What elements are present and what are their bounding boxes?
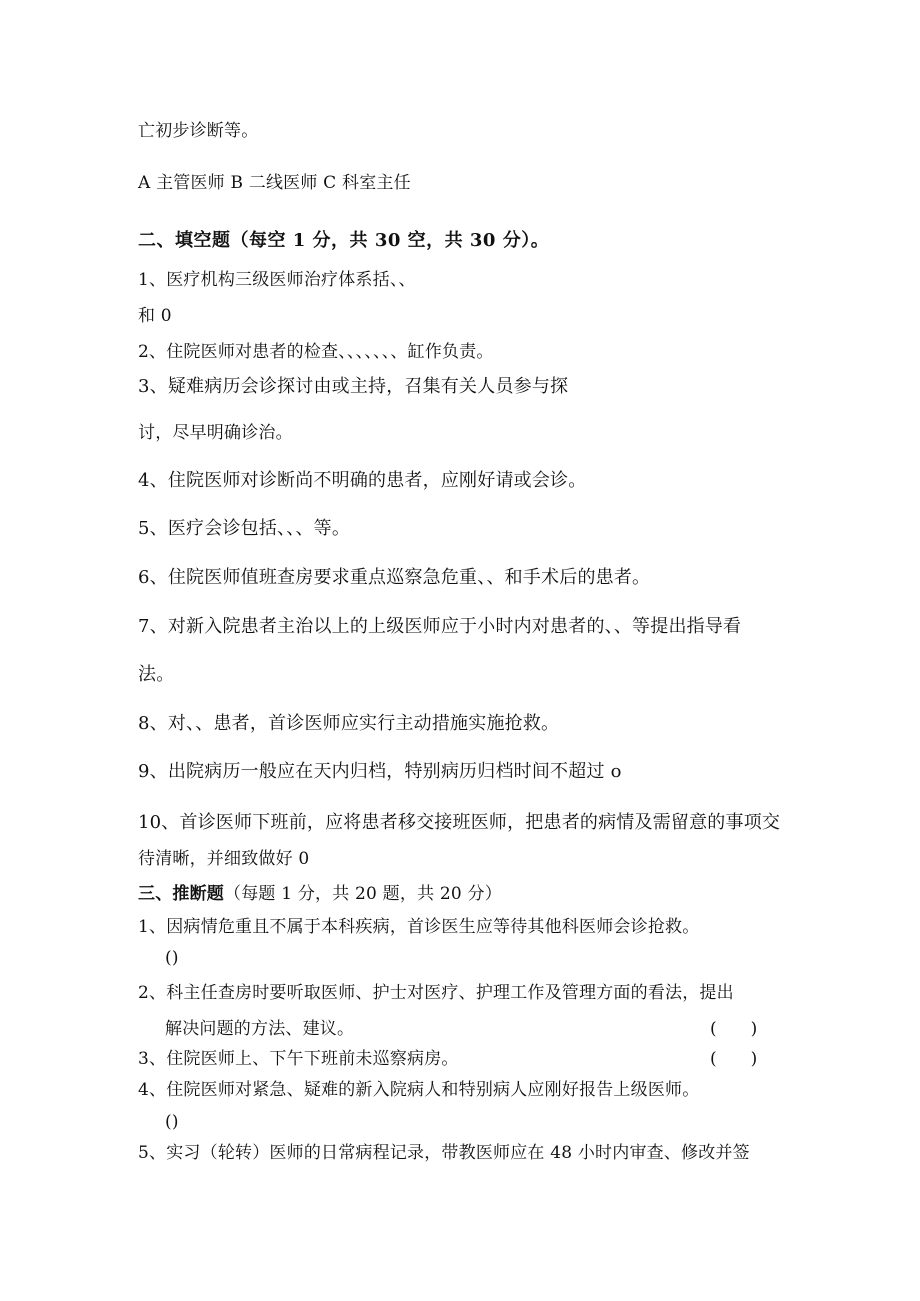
- question-7-line-2: 法。: [138, 664, 175, 685]
- judgment-2-answer-parens: ( ): [710, 1019, 758, 1039]
- text-line: 亡初步诊断等。: [138, 121, 259, 141]
- question-10-line-1: 10、首诊医师下班前，应将患者移交接班医师，把患者的病情及需留意的事项交: [138, 812, 781, 833]
- question-8: 8、对、、患者，首诊医师应实行主动措施实施抢救。: [138, 713, 560, 734]
- section-heading-judgment-note: （每题 1 分，共 20 题，共 20 分）: [224, 884, 502, 904]
- section-heading-fill-in: 二、填空题（每空 1 分，共 30 空，共 30 分）。: [138, 230, 550, 251]
- judgment-2-line-1: 2、科主任查房时要听取医师、护士对医疗、护理工作及管理方面的看法，提出: [138, 983, 734, 1003]
- section-heading-judgment: [138, 883, 502, 905]
- question-4: 4、住院医师对诊断尚不明确的患者，应刚好请或会诊。: [138, 470, 587, 491]
- question-6: 6、住院医师值班查房要求重点巡察急危重、、和手术后的患者。: [138, 567, 651, 588]
- question-10-line-2: 待清晰，并细致做好 0: [138, 849, 310, 869]
- judgment-3-answer-parens: ( ): [710, 1049, 758, 1069]
- judgment-5-line-1: 5、实习（轮转）医师的日常病程记录，带教医师应在 48 小时内审查、修改并签: [138, 1143, 750, 1163]
- question-7-line-1: 7、对新入院患者主治以上的上级医师应于小时内对患者的、、等提出指导看: [138, 616, 742, 637]
- question-9: 9、出院病历一般应在天内归档，特别病历归档时间不超过 o: [138, 761, 622, 782]
- question-3-line-2: 讨，尽早明确诊治。: [138, 423, 293, 443]
- judgment-4-answer-parens: (): [165, 1112, 179, 1132]
- judgment-1-line-1: 1、因病情危重且不属于本科疾病，首诊医生应等待其他科医师会诊抢救。: [138, 917, 700, 937]
- question-5: 5、医疗会诊包括、、、等。: [138, 518, 351, 539]
- judgment-1-answer-parens: (): [165, 948, 179, 968]
- judgment-2-line-2: 解决问题的方法、建议。: [165, 1019, 355, 1039]
- options-line: A 主管医师 B 二线医师 C 科室主任: [138, 173, 411, 193]
- question-2: 2、住院医师对患者的检查、、、、、、、缸作负责。: [138, 342, 494, 362]
- judgment-4-line-1: 4、住院医师对紧急、疑难的新入院病人和特别病人应刚好报告上级医师。: [138, 1080, 700, 1100]
- question-1-line-2: 和 0: [138, 306, 172, 326]
- section-heading-judgment-title: 三、推断题: [138, 884, 224, 904]
- question-3-line-1: 3、疑难病历会诊探讨由或主持，召集有关人员参与探: [138, 376, 569, 397]
- judgment-3: 3、住院医师上、下午下班前未巡察病房。: [138, 1049, 459, 1069]
- question-1-line-1: 1、医疗机构三级医师治疗体系括、、: [138, 270, 416, 290]
